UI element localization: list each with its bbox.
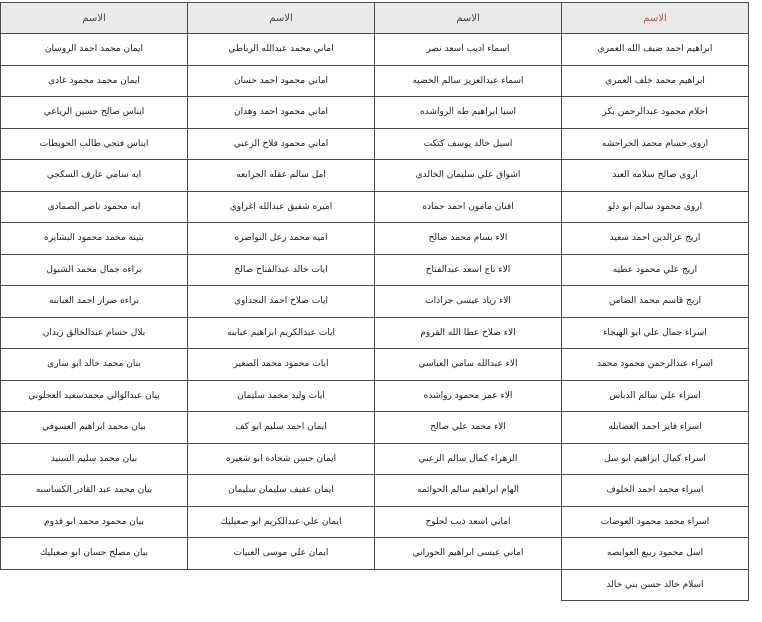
name-cell: الاء بسام محمد صالح xyxy=(375,223,562,255)
name-cell: اريج قاسم محمد الضامن xyxy=(562,286,749,318)
name-cell: اسماء عبدالعزيز سالم الخضيه xyxy=(375,65,562,97)
empty-cell xyxy=(375,569,562,601)
name-cell: اماني عيسى ابراهيم الحوراني xyxy=(375,538,562,570)
name-cell: امل سالم عقله الجرابعه xyxy=(188,160,375,192)
table-row xyxy=(1,317,749,349)
name-cell: ايمان محمد احمد الروسان xyxy=(1,34,188,66)
table-row xyxy=(1,380,749,412)
table-row xyxy=(1,506,749,538)
name-cell: الهام ابراهيم سالم الحوائمه xyxy=(375,475,562,507)
name-cell: اسلام خالد حسن بني خالد xyxy=(562,569,749,601)
name-cell: ايه محمود ناصر الصمادي xyxy=(1,191,188,223)
name-cell: افنان مامون احمد حماده xyxy=(375,191,562,223)
table-row xyxy=(1,65,749,97)
name-cell: اميه محمد زعل النواصره xyxy=(188,223,375,255)
name-cell: ايه سامي عارف السكجي xyxy=(1,160,188,192)
name-cell: اريج علي محمود عطيه xyxy=(562,254,749,286)
name-cell: اماني محمد عبدالله الرباطي xyxy=(188,34,375,66)
name-cell: ايمان حسن شحاده ابو شعيره xyxy=(188,443,375,475)
name-cell: ايمان علي موسى العبيات xyxy=(188,538,375,570)
name-cell: اسماء اديب اسعد نصر xyxy=(375,34,562,66)
name-cell: الاء تاج اسعد عبدالفتاح xyxy=(375,254,562,286)
name-cell: بيان محمد عبد القادر الكساسبه xyxy=(1,475,188,507)
name-cell: ايمان محمد محمود غادي xyxy=(1,65,188,97)
table-row xyxy=(1,254,749,286)
name-cell: اميره شفيق عبدالله اغزاوي xyxy=(188,191,375,223)
name-cell: بلال حسام عبدالخالق زيدان xyxy=(1,317,188,349)
column-header-name: الاسم xyxy=(562,3,749,34)
name-cell: اسيل خالد يوسف كتكت xyxy=(375,128,562,160)
name-cell: بيان محمود محمد ابو قدوم xyxy=(1,506,188,538)
name-cell: اسراء جمال علي ابو الهيجاء xyxy=(562,317,749,349)
name-cell: اسراء كمال ابراهيم ابو سل xyxy=(562,443,749,475)
table-row xyxy=(1,97,749,129)
column-header-name: الاسم xyxy=(188,3,375,34)
table-row xyxy=(1,223,749,255)
name-cell: بيان عبدالوالي محمدسعيد العجلوني xyxy=(1,380,188,412)
table-row xyxy=(1,160,749,192)
name-cell: الزهراء كمال سالم الزعبي xyxy=(375,443,562,475)
name-cell: اروى حسام محمد الحراحشه xyxy=(562,128,749,160)
table-row xyxy=(1,349,749,381)
table-row xyxy=(1,475,749,507)
name-cell: اسيا ابراهيم طه الرواشده xyxy=(375,97,562,129)
name-cell: ايمان علي عبدالكريم ابو صعيليك xyxy=(188,506,375,538)
name-cell: الاء عبدالله سامي العباسي xyxy=(375,349,562,381)
name-cell: ايناس صالح حسين الرياعي xyxy=(1,97,188,129)
table-row xyxy=(1,538,749,570)
name-cell: ابراهيم محمد خلف العمري xyxy=(562,65,749,97)
name-cell: اماني محمود احمد وهدان xyxy=(188,97,375,129)
name-cell: الاء زياد عيسى جرادات xyxy=(375,286,562,318)
name-cell: اريج عزالدين احمد سعيد xyxy=(562,223,749,255)
table-row xyxy=(1,34,749,66)
name-cell: اماني اسعد ذيب لحلوح xyxy=(375,506,562,538)
name-cell: ايات صلاح احمد النجداوي xyxy=(188,286,375,318)
table-row xyxy=(1,128,749,160)
name-cell: اماني محمود احمد حسان xyxy=(188,65,375,97)
table-header-row xyxy=(1,3,749,34)
name-cell: ايات محمود محمد الصغير xyxy=(188,349,375,381)
name-cell: براءه ضرار احمد العبابنه xyxy=(1,286,188,318)
name-cell: اسل محمود ربيع العوايصه xyxy=(562,538,749,570)
name-cell: ايات وليد محمد سليمان xyxy=(188,380,375,412)
name-cell: اروى صالح سلامه العبد xyxy=(562,160,749,192)
table-row xyxy=(1,569,749,601)
name-cell: بيان محمد ابراهيم العسوفي xyxy=(1,412,188,444)
name-cell: الاء محمد علي صالح xyxy=(375,412,562,444)
table-row xyxy=(1,286,749,318)
column-header-name: الاسم xyxy=(375,3,562,34)
names-table xyxy=(0,2,749,601)
name-cell: اروى محمود سالم ابو دلو xyxy=(562,191,749,223)
table-row xyxy=(1,412,749,444)
name-cell: اماني محمود فلاح الزعبي xyxy=(188,128,375,160)
name-cell: بيان مصلح حسان ابو صعيليك xyxy=(1,538,188,570)
name-cell: ايات عبدالكريم ابراهيم عبابنه xyxy=(188,317,375,349)
empty-cell xyxy=(188,569,375,601)
name-cell: ايناس فتحي طالب الحويطات xyxy=(1,128,188,160)
name-cell: ايمان عفيف سليمان سليمان xyxy=(188,475,375,507)
name-cell: الاء عمر محمود رواشده xyxy=(375,380,562,412)
table-row xyxy=(1,191,749,223)
column-header-name: الاسم xyxy=(1,3,188,34)
name-cell: ابراهيم احمد ضيف الله العمري xyxy=(562,34,749,66)
name-cell: بثينه محمد محمود البشايره xyxy=(1,223,188,255)
name-cell: اسراء فايز احمد العضايله xyxy=(562,412,749,444)
name-cell: احلام محمود عبدالرحمن بكر xyxy=(562,97,749,129)
name-cell: بنان محمد خالد ابو سارى xyxy=(1,349,188,381)
name-cell: اسراء علي سالم الدباس xyxy=(562,380,749,412)
name-cell: اشواق علي سليمان الخالدي xyxy=(375,160,562,192)
name-cell: ايات خالد عبدالفتاح صالح xyxy=(188,254,375,286)
name-cell: اسراء عبدالرحمن محمود محمد xyxy=(562,349,749,381)
empty-cell xyxy=(1,569,188,601)
name-cell: الاء صلاح عطا الله القروم xyxy=(375,317,562,349)
name-cell: اسراء محمد احمد الخلوف xyxy=(562,475,749,507)
name-cell: ايمان احمد سليم ابو كف xyxy=(188,412,375,444)
name-cell: اسراء محمد محمود العوضات xyxy=(562,506,749,538)
name-cell: براءه جمال محمد الشبول xyxy=(1,254,188,286)
name-cell: بيان محمد سليم السنيد xyxy=(1,443,188,475)
table-row xyxy=(1,443,749,475)
table-body xyxy=(1,34,749,601)
